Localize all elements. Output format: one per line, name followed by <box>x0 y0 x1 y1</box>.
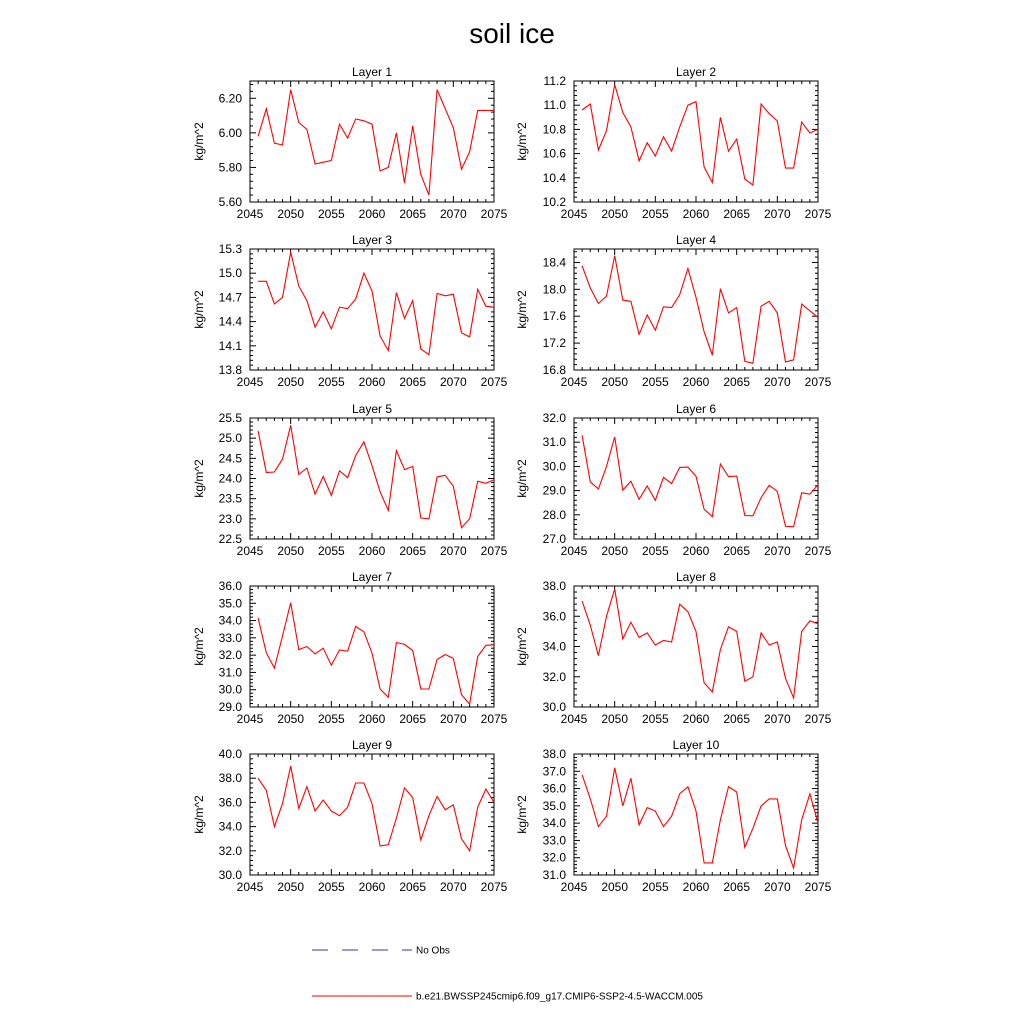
x-tick-label: 2060 <box>358 880 386 894</box>
y-tick-label: 16.8 <box>542 363 566 377</box>
panel-title: Layer 9 <box>351 738 393 752</box>
x-tick-label: 2060 <box>682 544 710 558</box>
y-axis-label: kg/m^2 <box>192 122 206 161</box>
series-line-1 <box>582 256 818 364</box>
y-tick-label: 29.0 <box>542 483 566 498</box>
y-tick-label: 6.20 <box>218 91 242 106</box>
x-tick-label: 2060 <box>358 207 386 221</box>
chart-panel-10 <box>515 738 832 894</box>
y-tick-label: 36.0 <box>218 795 242 810</box>
y-tick-label: 30.0 <box>542 700 566 714</box>
x-tick-label: 2050 <box>601 880 629 894</box>
x-tick-label: 2065 <box>399 544 427 558</box>
y-tick-label: 33.0 <box>542 833 566 848</box>
x-tick-label: 2060 <box>682 207 710 221</box>
y-tick-label: 30.0 <box>218 868 242 882</box>
plot-frame <box>574 249 818 370</box>
y-tick-label: 32.0 <box>542 411 566 425</box>
y-tick-label: 22.5 <box>218 532 242 546</box>
series-line-1 <box>258 252 494 355</box>
chart-panel-9 <box>192 738 508 894</box>
chart-panel-6 <box>515 402 832 558</box>
x-tick-label: 2055 <box>641 207 669 221</box>
x-tick-label: 2065 <box>399 375 427 389</box>
y-tick-label: 27.0 <box>542 532 566 546</box>
y-tick-label: 11.2 <box>543 74 566 88</box>
x-tick-label: 2075 <box>804 207 832 221</box>
y-tick-label: 5.60 <box>218 195 242 209</box>
chart-panel-7 <box>192 570 508 726</box>
x-tick-label: 2045 <box>560 880 588 894</box>
y-tick-label: 28.0 <box>542 507 566 522</box>
series-line-1 <box>582 435 818 526</box>
x-tick-label: 2055 <box>641 375 669 389</box>
y-tick-label: 10.8 <box>542 122 566 137</box>
y-tick-label: 35.0 <box>542 798 566 813</box>
series-line-1 <box>582 768 818 868</box>
x-tick-label: 2045 <box>560 375 588 389</box>
x-tick-label: 2055 <box>317 544 345 558</box>
x-tick-label: 2050 <box>277 544 305 558</box>
x-tick-label: 2045 <box>560 712 588 726</box>
x-tick-label: 2050 <box>277 207 305 221</box>
y-tick-label: 31.0 <box>542 435 566 450</box>
y-axis-label: kg/m^2 <box>192 627 206 666</box>
y-axis-label: kg/m^2 <box>515 122 529 161</box>
x-tick-label: 2050 <box>277 375 305 389</box>
x-tick-label: 2055 <box>317 880 345 894</box>
x-tick-label: 2050 <box>601 544 629 558</box>
x-tick-label: 2070 <box>439 375 467 389</box>
y-tick-label: 34.0 <box>218 613 242 628</box>
x-tick-label: 2050 <box>277 712 305 726</box>
x-tick-label: 2075 <box>804 880 832 894</box>
y-tick-label: 23.5 <box>218 491 242 506</box>
panel-title: Layer 8 <box>675 570 717 584</box>
y-tick-label: 34.0 <box>542 639 566 654</box>
x-tick-label: 2075 <box>480 544 508 558</box>
panel-title: Layer 10 <box>672 738 720 752</box>
x-tick-label: 2075 <box>804 375 832 389</box>
y-tick-label: 18.0 <box>542 282 566 297</box>
x-tick-label: 2070 <box>439 712 467 726</box>
y-axis-label: kg/m^2 <box>192 459 206 498</box>
x-tick-label: 2045 <box>236 544 264 558</box>
y-tick-label: 11.0 <box>543 98 566 113</box>
y-axis-label: kg/m^2 <box>515 795 529 834</box>
x-tick-label: 2060 <box>682 375 710 389</box>
y-tick-label: 13.8 <box>218 363 242 377</box>
y-tick-label: 38.0 <box>542 747 566 761</box>
x-tick-label: 2065 <box>723 880 751 894</box>
y-tick-label: 30.0 <box>542 459 566 474</box>
x-tick-label: 2070 <box>763 544 791 558</box>
x-tick-label: 2055 <box>641 712 669 726</box>
legend-item-2 <box>312 992 703 1003</box>
y-tick-label: 36.0 <box>542 781 566 796</box>
x-tick-label: 2060 <box>358 712 386 726</box>
x-tick-label: 2055 <box>317 712 345 726</box>
x-tick-label: 2075 <box>480 880 508 894</box>
y-tick-label: 33.0 <box>218 630 242 645</box>
y-tick-label: 34.0 <box>542 816 566 831</box>
x-tick-label: 2045 <box>560 207 588 221</box>
x-tick-label: 2065 <box>399 207 427 221</box>
chart-panel-5 <box>192 402 508 558</box>
x-tick-label: 2070 <box>439 880 467 894</box>
x-tick-label: 2060 <box>682 712 710 726</box>
panel-title: Layer 5 <box>351 402 393 416</box>
x-tick-label: 2065 <box>399 880 427 894</box>
y-tick-label: 32.0 <box>218 648 242 663</box>
y-tick-label: 32.0 <box>542 850 566 865</box>
x-tick-label: 2075 <box>480 375 508 389</box>
plot-frame <box>250 586 494 707</box>
panels-container <box>192 65 832 894</box>
x-tick-label: 2065 <box>723 375 751 389</box>
y-tick-label: 6.00 <box>218 125 242 140</box>
y-axis-label: kg/m^2 <box>192 290 206 329</box>
x-tick-label: 2055 <box>641 544 669 558</box>
x-tick-label: 2065 <box>723 712 751 726</box>
panel-title: Layer 1 <box>351 65 393 79</box>
y-tick-label: 36.0 <box>218 579 242 593</box>
y-tick-label: 10.2 <box>542 195 566 209</box>
y-axis-label: kg/m^2 <box>192 795 206 834</box>
chart-panel-4 <box>515 233 832 389</box>
series-line-1 <box>258 90 494 196</box>
y-tick-label: 17.6 <box>542 309 566 324</box>
x-tick-label: 2050 <box>277 880 305 894</box>
plot-frame <box>250 249 494 370</box>
x-tick-label: 2070 <box>439 544 467 558</box>
x-tick-label: 2045 <box>236 712 264 726</box>
y-tick-label: 35.0 <box>218 596 242 611</box>
y-tick-label: 10.6 <box>542 146 566 161</box>
legend <box>312 946 703 1003</box>
panel-title: Layer 2 <box>675 65 717 79</box>
x-tick-label: 2045 <box>236 375 264 389</box>
panel-title: Layer 6 <box>675 402 717 416</box>
x-tick-label: 2075 <box>804 712 832 726</box>
y-axis-label: kg/m^2 <box>515 627 529 666</box>
y-tick-label: 23.0 <box>218 511 242 526</box>
x-tick-label: 2065 <box>399 712 427 726</box>
x-tick-label: 2070 <box>763 880 791 894</box>
y-tick-label: 18.4 <box>542 255 566 270</box>
x-tick-label: 2065 <box>723 207 751 221</box>
x-tick-label: 2075 <box>480 712 508 726</box>
y-axis-label: kg/m^2 <box>515 459 529 498</box>
y-tick-label: 5.80 <box>218 160 242 175</box>
y-tick-label: 32.0 <box>542 669 566 684</box>
series-line-1 <box>258 603 494 704</box>
series-line-1 <box>582 589 818 698</box>
x-tick-label: 2060 <box>358 544 386 558</box>
figure-title: soil ice <box>469 18 555 49</box>
panel-title: Layer 3 <box>351 233 393 247</box>
y-tick-label: 15.3 <box>218 242 242 256</box>
x-tick-label: 2060 <box>358 375 386 389</box>
y-tick-label: 31.0 <box>542 868 566 882</box>
x-tick-label: 2055 <box>317 207 345 221</box>
x-tick-label: 2045 <box>560 544 588 558</box>
y-tick-label: 15.0 <box>218 266 242 281</box>
y-axis-label: kg/m^2 <box>515 290 529 329</box>
x-tick-label: 2045 <box>236 207 264 221</box>
y-tick-label: 37.0 <box>542 764 566 779</box>
y-tick-label: 25.5 <box>218 411 242 425</box>
y-tick-label: 25.0 <box>218 431 242 446</box>
y-tick-label: 24.0 <box>218 471 242 486</box>
series-line-1 <box>258 425 494 527</box>
x-tick-label: 2070 <box>763 207 791 221</box>
y-tick-label: 29.0 <box>218 700 242 714</box>
x-tick-label: 2055 <box>641 880 669 894</box>
y-tick-label: 14.1 <box>218 338 242 353</box>
plot-frame <box>250 418 494 539</box>
y-tick-label: 36.0 <box>542 609 566 624</box>
x-tick-label: 2075 <box>804 544 832 558</box>
y-tick-label: 14.4 <box>218 314 242 329</box>
plot-frame <box>250 81 494 202</box>
x-tick-label: 2050 <box>601 375 629 389</box>
y-tick-label: 32.0 <box>218 843 242 858</box>
x-tick-label: 2055 <box>317 375 345 389</box>
x-tick-label: 2045 <box>236 880 264 894</box>
x-tick-label: 2070 <box>439 207 467 221</box>
chart-panel-3 <box>192 233 508 389</box>
legend-item-1 <box>312 946 450 957</box>
panel-title: Layer 7 <box>351 570 393 584</box>
chart-panel-2 <box>515 65 832 221</box>
x-tick-label: 2060 <box>682 880 710 894</box>
panel-title: Layer 4 <box>675 233 717 247</box>
y-tick-label: 14.7 <box>218 290 242 305</box>
legend-label: b.e21.BWSSP245cmip6.f09_g17.CMIP6-SSP2-4.5-WACCM.005 <box>416 991 703 1003</box>
x-tick-label: 2050 <box>601 712 629 726</box>
y-tick-label: 24.5 <box>218 451 242 466</box>
series-line-1 <box>258 766 494 851</box>
x-tick-label: 2075 <box>480 207 508 221</box>
x-tick-label: 2065 <box>723 544 751 558</box>
y-tick-label: 17.2 <box>542 336 566 351</box>
y-tick-label: 40.0 <box>218 747 242 761</box>
x-tick-label: 2050 <box>601 207 629 221</box>
series-line-1 <box>582 85 818 186</box>
y-tick-label: 30.0 <box>218 682 242 697</box>
y-tick-label: 34.0 <box>218 819 242 834</box>
plot-frame <box>250 754 494 875</box>
y-tick-label: 38.0 <box>542 579 566 593</box>
chart-panel-1 <box>192 65 508 221</box>
legend-label: No Obs <box>416 945 450 957</box>
y-tick-label: 31.0 <box>218 665 242 680</box>
chart-panel-8 <box>515 570 832 726</box>
x-tick-label: 2070 <box>763 375 791 389</box>
y-tick-label: 10.4 <box>542 170 566 185</box>
x-tick-label: 2070 <box>763 712 791 726</box>
y-tick-label: 38.0 <box>218 771 242 786</box>
